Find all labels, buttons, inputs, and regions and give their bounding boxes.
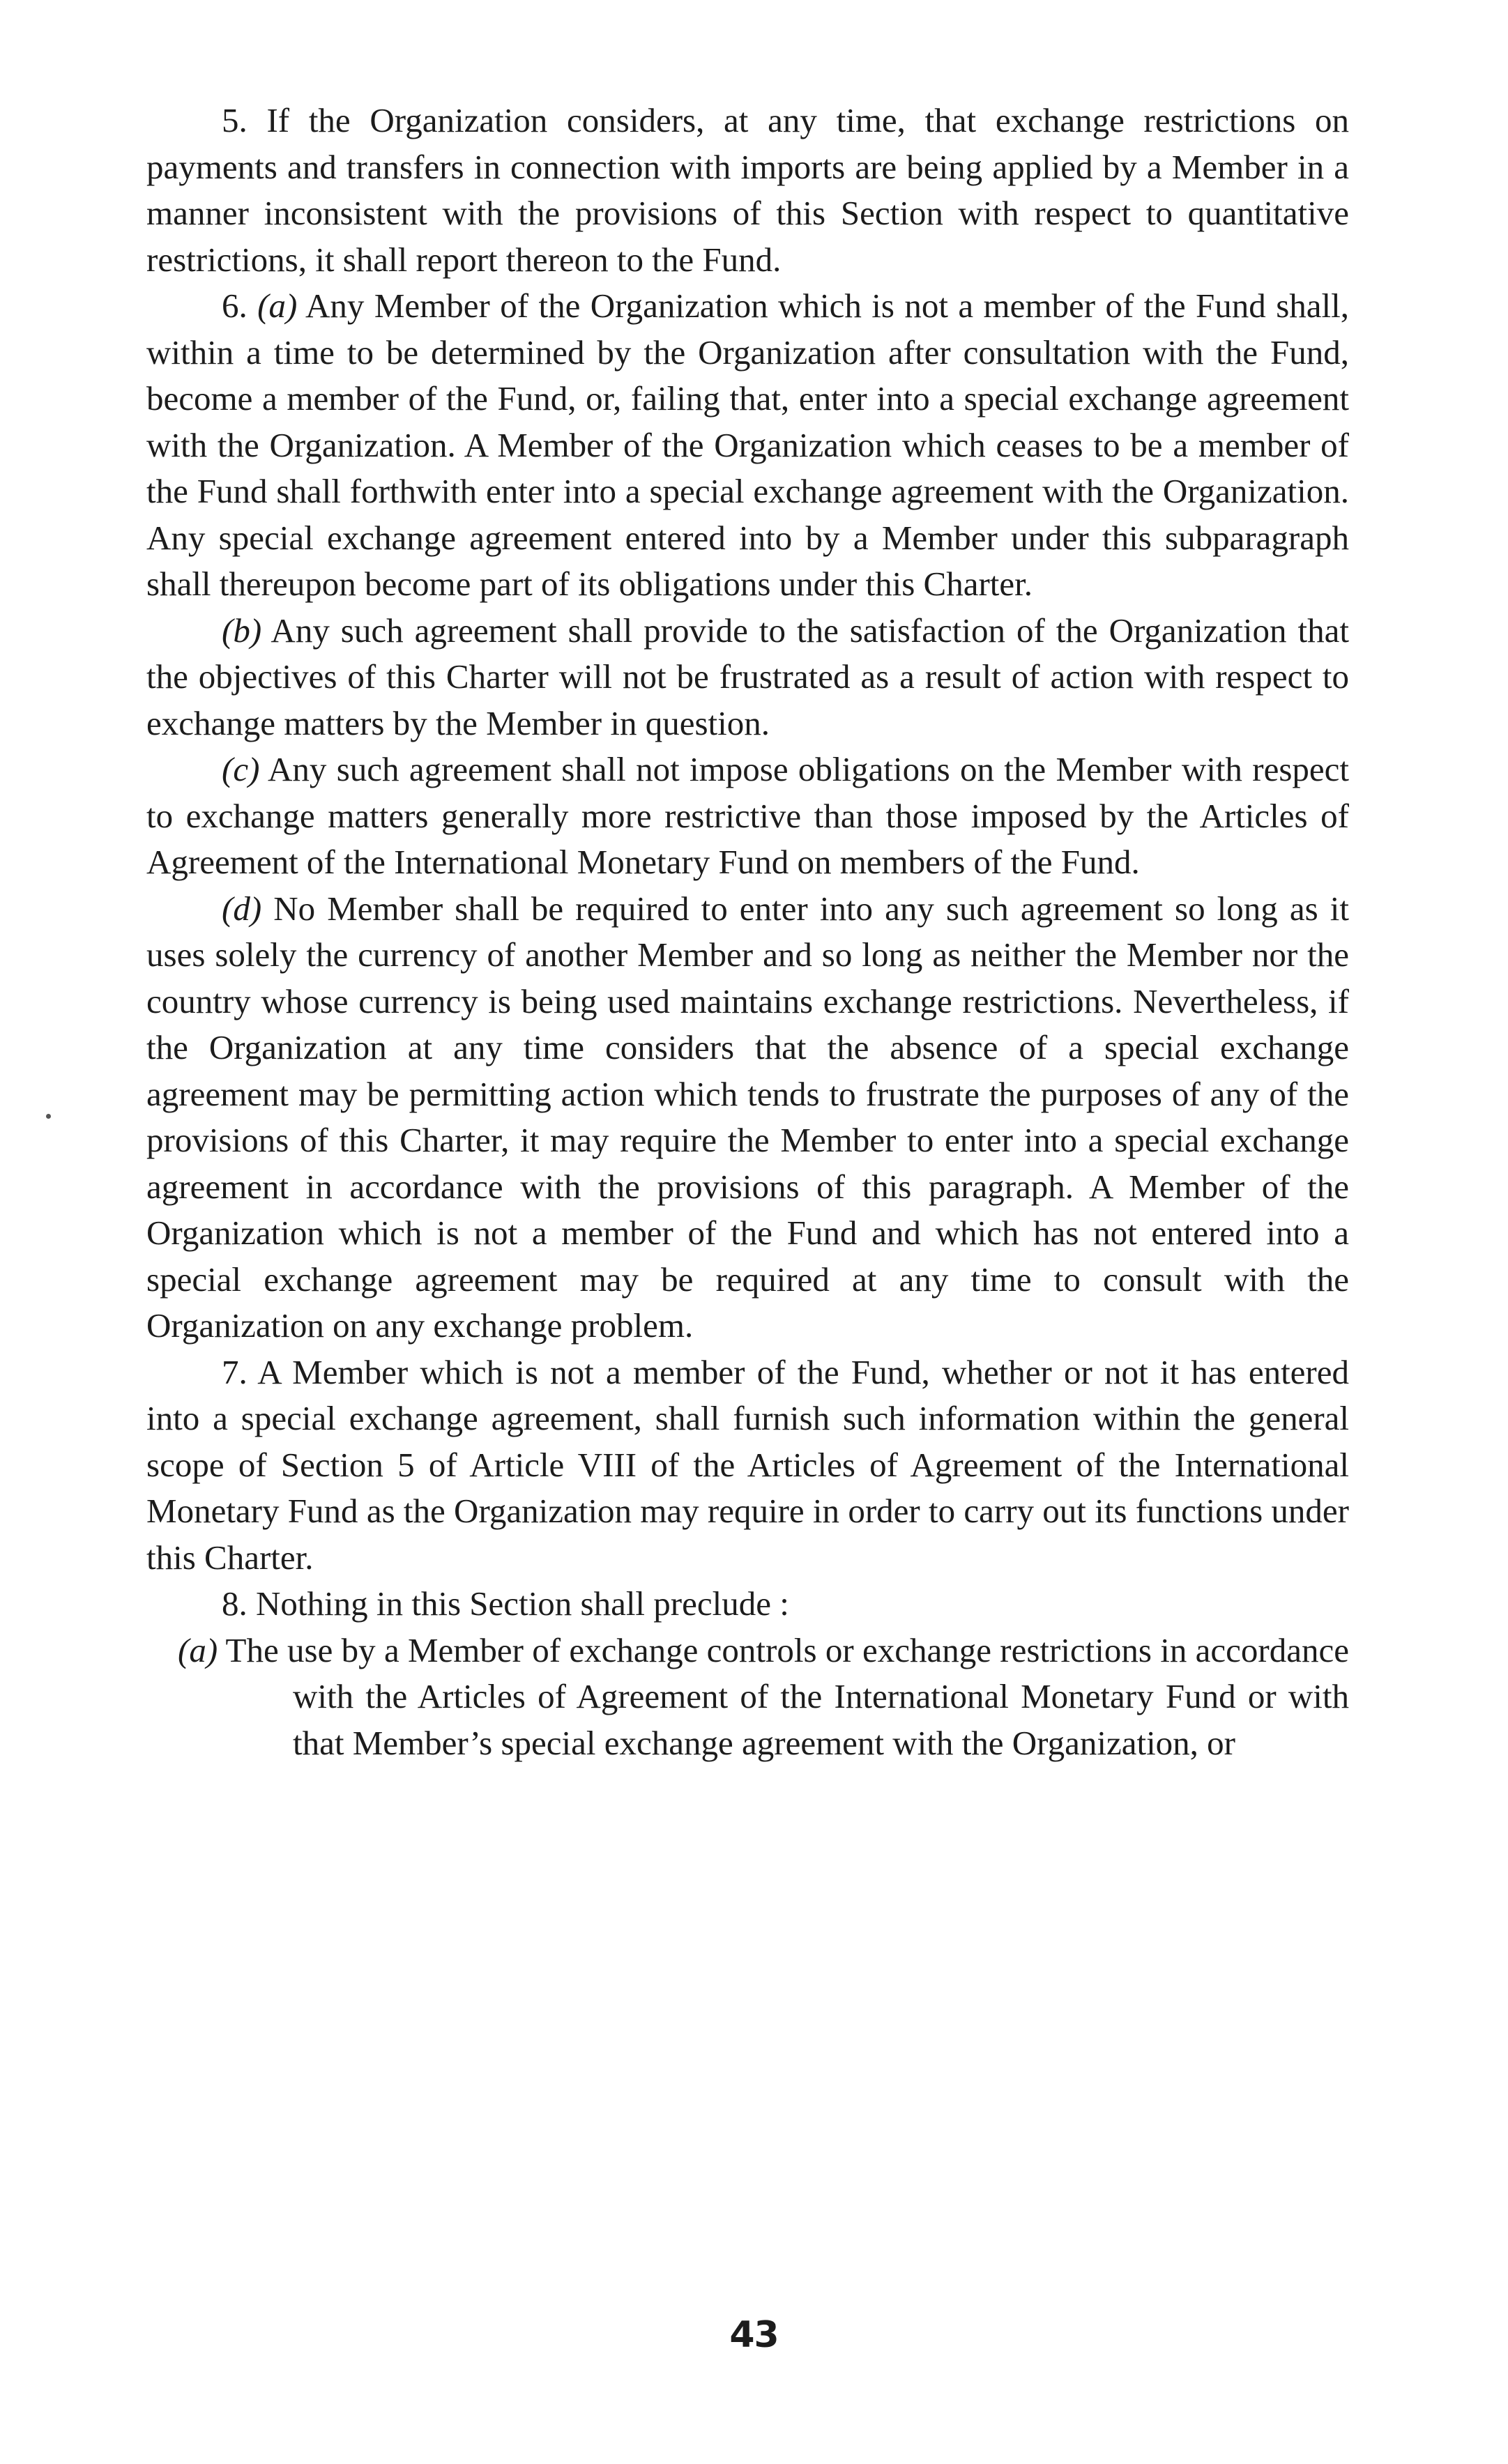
subparagraph-label-c: (c) [222,750,260,788]
item-label-a: (a) [178,1630,218,1669]
paragraph-6a-text: Any Member of the Organization which is not a member of the Fund shall, within a time to be determined by the Organization after consultation with the Fund, become a member of the Fund, or, failing that, enter into a special exchange agreement with the Organization. A Member of the Organization which ceases to be a member of the Fund shall forthwith enter into a special exchange agreement with the Organization. Any special exchange agreement entered into by a Member under this subparagraph shall thereupon become part of its obligations under this Charter. [146,286,1350,603]
paragraph-6c [146,747,1349,886]
paragraph-6-number: 6. [222,286,258,325]
subparagraph-label-d: (d) [222,889,262,928]
page-number: 43 [729,2314,779,2356]
scan-speck [46,1114,51,1119]
document-page [146,98,1349,1766]
subparagraph-label-b: (b) [222,611,262,650]
paragraph-8a [146,1628,1349,1767]
paragraph-6c-text: Any such agreement shall not impose obligations on the Member with respect to exchange matters generally more restrictive than those imposed by the Articles of Agreement of the International Monetary Fund on members of the Fund. [146,750,1349,881]
subparagraph-label-a: (a) [257,286,298,325]
paragraph-6b-text: Any such agreement shall provide to the satisfaction of the Organization that the objectives of this Charter will not be frustrated as a result of action with respect to exchange matters by the Member in question. [146,611,1349,742]
paragraph-6a [146,283,1349,608]
paragraph-6d [146,886,1349,1349]
paragraph-6d-text: No Member shall be required to enter into any such agreement so long as it uses solely the currency of another Member and so long as neither the Member nor the country whose currency is being used maintains exchange restrictions. Nevertheless, if the Organization at any time considers that the absence of a special exchange agreement may be permitting action which tends to frustrate the purposes of any of the provisions of this Charter, it may require the Member to enter into a special exchange agreement in accordance with the provisions of this paragraph. A Member of the Organization which is not a member of the Fund and which has not entered into a special exchange agreement may be required at any time to consult with the Organization on any exchange problem. [146,889,1349,1345]
paragraph-8a-text: The use by a Member of exchange controls or exchange restrictions in accordance with the Articles of Agreement of the International Monetary Fund or with that Member’s special exchange agreement with the Organization, or [218,1630,1349,1762]
paragraph-7: 7. A Member which is not a member of the Fund, whether or not it has entered into a special exchange agreement, shall furnish such information within the general scope of Section 5 of Article VIII of the Articles of Agreement of the International Monetary Fund as the Organization may require in order to carry out its functions under this Charter. [146,1352,1349,1577]
paragraph-6b [146,608,1349,747]
paragraph-8: 8. Nothing in this Section shall preclude : [222,1584,789,1623]
paragraph-5: 5. If the Organization considers, at any time, that exchange restrictions on payments and transfers in connection with imports are being applied by a Member in a manner inconsistent with the provisions of this Section with respect to quantitative restrictions, it shall report thereon to the Fund. [146,101,1349,279]
